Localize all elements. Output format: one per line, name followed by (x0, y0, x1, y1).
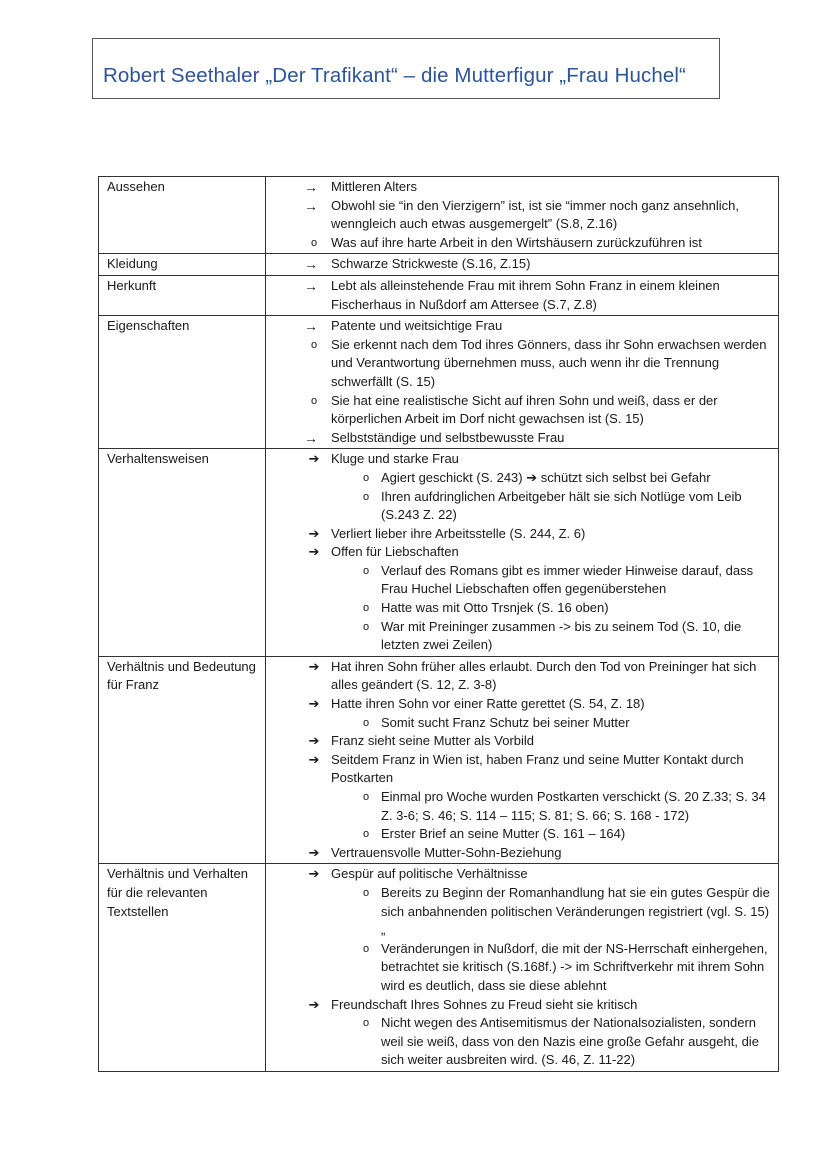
list-item-text: Veränderungen in Nußdorf, die mit der NS-Herrschaft einhergehen, betrachtet sie kritisch (S.168f.) -> im Schriftverkehr mit ihrem Sohn wird es deutlich, dass sie diese ablehnt (381, 940, 768, 993)
list-item (274, 469, 772, 488)
character-table (98, 176, 779, 1072)
list-item (274, 429, 772, 448)
circle-bullet-icon: o (362, 1017, 370, 1030)
bold-arrow-icon: ➔ (308, 696, 320, 712)
list-item (274, 255, 772, 274)
list-item-text: Selbstständige und selbstbewusste Frau (331, 429, 565, 445)
list-item (274, 599, 772, 618)
bold-arrow-icon: ➔ (308, 751, 320, 767)
list-item-text: Franz sieht seine Mutter als Vorbild (331, 733, 535, 749)
circle-bullet-icon: o (362, 471, 370, 484)
list-item-text: Was auf ihre harte Arbeit in den Wirtshäusern zurückzuführen ist (331, 234, 702, 250)
list-item (274, 1014, 772, 1070)
list-item-text: Vertrauensvolle Mutter-Sohn-Beziehung (331, 844, 562, 860)
list-item-text: Gespür auf politische Verhältnisse (331, 866, 528, 882)
list-item (274, 488, 772, 525)
row-content (266, 656, 779, 864)
list-item-text: Obwohl sie “in den Vierzigern” ist, ist sie “immer noch ganz ansehnlich, wenngleich auch etwas ausgemergelt” (S.8, Z.16) (331, 197, 739, 232)
table-row (99, 449, 779, 657)
list-item (274, 234, 772, 253)
row-label: Verhältnis und Bedeutung für Franz (99, 656, 266, 864)
list-item-text: Kluge und starke Frau (331, 451, 459, 467)
bold-arrow-icon: ➔ (308, 866, 320, 882)
list-item (274, 450, 772, 469)
circle-bullet-icon: o (362, 716, 370, 729)
bold-arrow-icon: ➔ (308, 525, 320, 541)
circle-bullet-icon: o (362, 886, 370, 899)
list-item-text: Erster Brief an seine Mutter (S. 161 – 164) (381, 826, 626, 842)
arrow-icon: → (304, 197, 318, 214)
row-label: Verhaltensweisen (99, 449, 266, 657)
list-item-text: Schwarze Strickweste (S.16, Z.15) (331, 256, 531, 272)
list-item (274, 618, 772, 655)
list-item-text: War mit Preininger zusammen -> bis zu seinem Tod (S. 10, die letzten zwei Zeilen) (381, 618, 742, 653)
list-item (274, 844, 772, 863)
arrow-icon: → (304, 277, 318, 294)
circle-bullet-icon: o (310, 338, 318, 351)
table-row (99, 177, 779, 254)
table-row (99, 275, 779, 315)
list-item-text: Somit sucht Franz Schutz bei seiner Mutter (381, 714, 630, 730)
bold-arrow-icon: ➔ (308, 451, 320, 467)
bold-arrow-icon: ➔ (308, 544, 320, 560)
list-item-text: Lebt als alleinstehende Frau mit ihrem Sohn Franz in einem kleinen Fischerhaus in Nußdorf am Attersee (S.7, Z.8) (331, 277, 720, 312)
row-content (266, 275, 779, 315)
page-title: Robert Seethaler „Der Trafikant“ – die Mutterfigur „Frau Huchel“ (103, 64, 686, 87)
list-item (274, 996, 772, 1015)
bold-arrow-icon: ➔ (308, 658, 320, 674)
row-content (266, 449, 779, 657)
list-item-text: Seitdem Franz in Wien ist, haben Franz und seine Mutter Kontakt durch Postkarten (331, 751, 744, 786)
arrow-icon: → (304, 318, 318, 335)
list-item (274, 562, 772, 599)
bold-arrow-icon: ➔ (308, 996, 320, 1012)
list-item (274, 751, 772, 788)
row-label: Kleidung (99, 254, 266, 276)
list-item-text: Patente und weitsichtige Frau (331, 318, 503, 334)
list-item (274, 940, 772, 996)
list-item (274, 732, 772, 751)
list-item (274, 695, 772, 714)
table-row (99, 656, 779, 864)
row-label: Eigenschaften (99, 316, 266, 449)
list-item (274, 543, 772, 562)
circle-bullet-icon: o (362, 490, 370, 503)
list-item-text: Verlauf des Romans gibt es immer wieder Hinweise darauf, dass Frau Huchel Liebschaften offen gegenüberstehen (381, 562, 754, 597)
list-item-text: Einmal pro Woche wurden Postkarten verschickt (S. 20 Z.33; S. 34 Z. 3-6; S. 46; S. 114 – 115; S. 81; S. 66; S. 168 - 172) (381, 789, 766, 823)
row-label: Verhältnis und Verhalten für die relevanten Textstellen (99, 864, 266, 1072)
list-item (274, 788, 772, 825)
list-item (274, 714, 772, 733)
circle-bullet-icon: o (310, 394, 318, 407)
list-item-text: Freundschaft Ihres Sohnes zu Freud sieht sie kritisch (331, 996, 638, 1012)
list-item (274, 865, 772, 884)
row-content (266, 316, 779, 449)
list-item-text: Sie erkennt nach dem Tod ihres Gönners, dass ihr Sohn erwachsen werden und Verantwortung übernehmen muss, auch wenn ihr die Trennung schwerfällt (S. 15) (331, 336, 767, 389)
bold-arrow-icon: ➔ (308, 844, 320, 860)
list-item (274, 392, 772, 429)
table-row (99, 864, 779, 1072)
list-item (274, 178, 772, 197)
title-box (92, 38, 720, 99)
list-item-text: Nicht wegen des Antisemitismus der Nationalsozialisten, sondern weil sie weiß, dass von den Nazis eine große Gefahr ausgeht, die sich weiter ausbreiten wird. (S. 46, Z. 11-22) (381, 1015, 759, 1068)
list-item (274, 825, 772, 844)
circle-bullet-icon: o (362, 791, 370, 803)
list-item (274, 197, 772, 234)
arrow-icon: → (304, 179, 318, 195)
list-item-text: Sie hat eine realistische Sicht auf ihren Sohn und weiß, dass er der körperlichen Arbeit im Dorf nicht gewachsen ist (S. 15) (331, 392, 718, 427)
list-item-text: Hatte ihren Sohn vor einer Ratte gerettet (S. 54, Z. 18) (331, 696, 645, 712)
row-content (266, 864, 779, 1072)
list-item (274, 884, 772, 940)
circle-bullet-icon: o (362, 942, 370, 955)
table-row (99, 254, 779, 276)
arrow-icon: → (304, 256, 318, 273)
arrow-icon: → (304, 429, 318, 446)
list-item-text: Offen für Liebschaften (331, 544, 459, 560)
list-item (274, 277, 772, 314)
list-item (274, 658, 772, 695)
list-item (274, 336, 772, 392)
bold-arrow-icon: ➔ (308, 733, 320, 749)
list-item-text: Hat ihren Sohn früher alles erlaubt. Durch den Tod von Preininger hat sich alles geändert (S. 12, Z. 3-8) (331, 658, 757, 693)
list-item (274, 317, 772, 336)
list-item-text: Mittleren Alters (331, 179, 417, 194)
circle-bullet-icon: o (310, 236, 318, 249)
list-item-text: Ihren aufdringlichen Arbeitgeber hält sie sich Notlüge vom Leib (S.243 Z. 22) (381, 488, 742, 523)
list-item-text: Hatte was mit Otto Trsnjek (S. 16 oben) (381, 600, 609, 616)
row-content (266, 254, 779, 276)
list-item (274, 525, 772, 544)
list-item-text: Verliert lieber ihre Arbeitsstelle (S. 244, Z. 6) (331, 525, 586, 541)
circle-bullet-icon: o (362, 620, 370, 633)
list-item-text: Bereits zu Beginn der Romanhandlung hat sie ein gutes Gespür die sich anbahnenden politischen Veränderungen registriert (vgl. S. 15) „ (381, 884, 770, 938)
list-item-text: Agiert geschickt (S. 243) ➔ schützt sich selbst bei Gefahr (381, 469, 711, 485)
circle-bullet-icon: o (362, 564, 370, 577)
circle-bullet-icon: o (362, 828, 370, 841)
row-label: Aussehen (99, 177, 266, 254)
row-content (266, 177, 779, 254)
circle-bullet-icon: o (362, 602, 370, 615)
table-row (99, 316, 779, 449)
row-label: Herkunft (99, 275, 266, 315)
